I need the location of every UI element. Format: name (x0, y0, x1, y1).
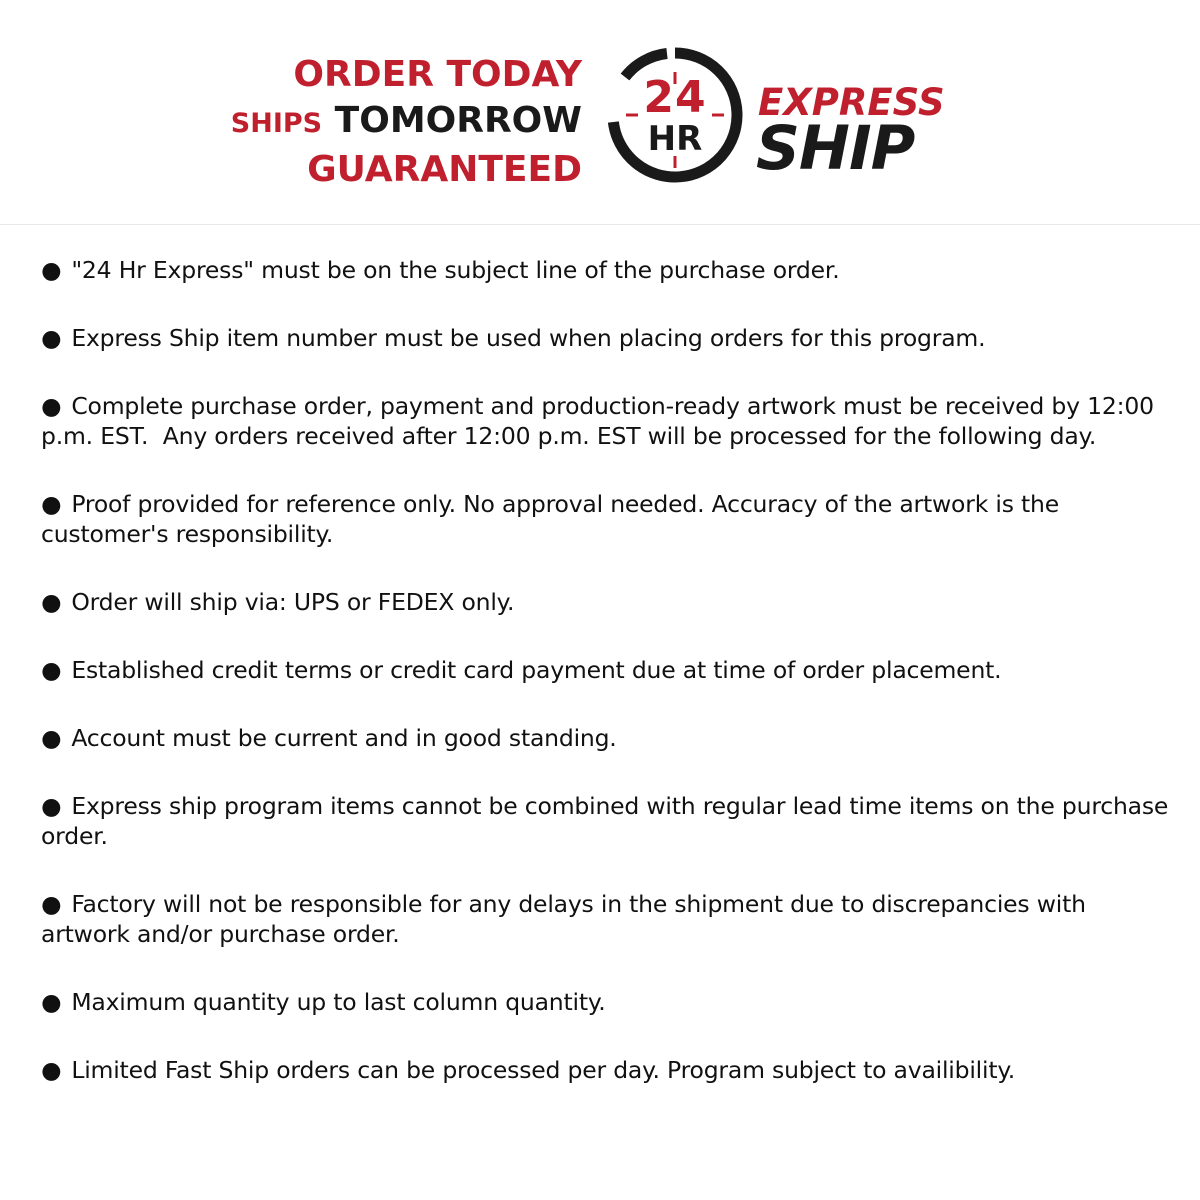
express-ship-banner (0, 0, 1200, 225)
slogan-line-ships-tomorrow (231, 98, 582, 147)
bullet-icon: ● (41, 988, 62, 1016)
bullet-icon: ● (41, 890, 62, 918)
terms-item (41, 323, 1181, 353)
terms-item-text: Complete purchase order, payment and production-ready artwork must be received by 12:00 p.m. EST. Any orders received after 12:00 p.m. EST will be processed for the following day. (41, 392, 1162, 450)
slogan-ships-word: SHIPS (230, 108, 323, 139)
badge-unit: HR (647, 119, 703, 159)
24hr-clock-badge (604, 44, 746, 186)
terms-item (41, 1055, 1181, 1085)
bullet-icon: ● (41, 724, 62, 752)
slogan-line-guaranteed: GUARANTEED (307, 149, 582, 190)
bullet-icon: ● (41, 392, 62, 420)
terms-item (41, 889, 1181, 949)
bullet-icon: ● (41, 1056, 62, 1084)
bullet-icon: ● (41, 324, 62, 352)
bullet-icon: ● (41, 588, 62, 616)
terms-item-text: Account must be current and in good standing. (71, 724, 617, 752)
terms-item-text: "24 Hr Express" must be on the subject line of the purchase order. (71, 256, 840, 284)
badge-number: 24 (643, 72, 707, 123)
terms-item (41, 987, 1181, 1017)
bullet-icon: ● (41, 792, 62, 820)
terms-item-text: Express ship program items cannot be combined with regular lead time items on the purchase order. (41, 792, 1176, 850)
terms-item (41, 655, 1181, 685)
terms-item-text: Maximum quantity up to last column quantity. (71, 988, 606, 1016)
terms-item (41, 587, 1181, 617)
terms-item (41, 489, 1181, 549)
terms-item-text: Proof provided for reference only. No approval needed. Accuracy of the artwork is the customer's responsibility. (41, 490, 1067, 548)
terms-item-text: Established credit terms or credit card payment due at time of order placement. (71, 656, 1002, 684)
bullet-icon: ● (41, 656, 62, 684)
terms-item-text: Order will ship via: UPS or FEDEX only. (71, 588, 515, 616)
brand-express: EXPRESS (758, 81, 945, 124)
terms-item-text: Express Ship item number must be used when placing orders for this program. (71, 324, 986, 352)
brand-ship: SHIP (756, 113, 915, 184)
terms-item (41, 255, 1181, 285)
bullet-icon: ● (41, 490, 62, 518)
slogan-tomorrow-word: TOMORROW (334, 100, 582, 141)
terms-item (41, 723, 1181, 753)
terms-item (41, 391, 1181, 451)
terms-item-text: Limited Fast Ship orders can be processed per day. Program subject to availibility. (71, 1056, 1015, 1084)
slogan-line-order-today: ORDER TODAY (293, 54, 582, 95)
terms-item (41, 791, 1181, 851)
terms-list (41, 255, 1181, 1123)
terms-item-text: Factory will not be responsible for any delays in the shipment due to discrepancies with artwork and/or purchase order. (41, 890, 1094, 948)
bullet-icon: ● (41, 256, 62, 284)
slogan (231, 52, 582, 193)
